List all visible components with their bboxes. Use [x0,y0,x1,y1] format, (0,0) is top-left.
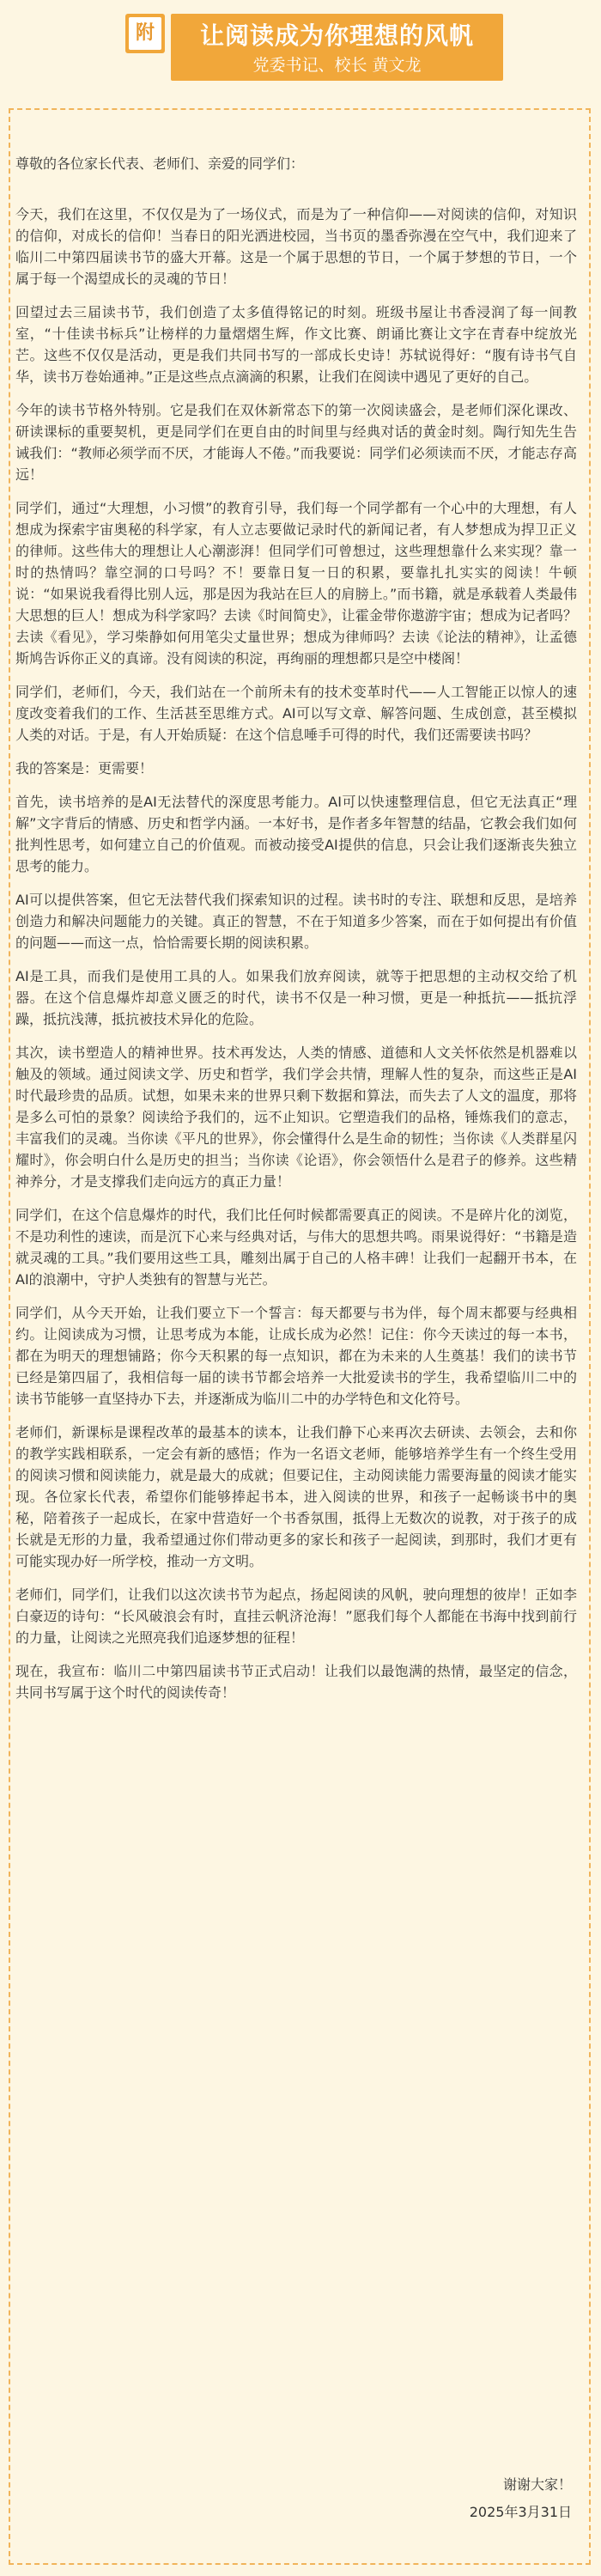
closing-date: 2025年3月31日 [469,2504,572,2520]
appendix-badge-inner [129,17,161,50]
speech-paragraph: 现在，我宣布：临川二中第四届读书节正式启动！让我们以最饱满的热情，最坚定的信念，共同书写属于这个时代的阅读传奇！ [15,1663,577,1701]
page-title: 让阅读成为你理想的风帆 [199,21,474,50]
speech-body [15,153,577,1715]
appendix-badge-label: 附 [135,22,155,44]
appendix-badge [125,14,165,53]
closing-thanks: 谢谢大家！ [502,2476,572,2493]
speech-paragraph: 今天，我们在这里，不仅仅是为了一场仪式，而是为了一种信仰——对阅读的信仰，对知识的信仰，对成长的信仰！当春日的阳光洒进校园，当书页的墨香弥漫在空气中，我们迎来了临川二中第四届读书节的盛大开幕。这是一个属于思想的节日，一个属于梦想的节日，一个属于每一个渴望成长的灵魂的节日！ [15,206,577,287]
speech-paragraph: 其次，读书塑造人的精神世界。技术再发达，人类的情感、道德和人文关怀依然是机器难以触及的领域。通过阅读文学、历史和哲学，我们学会共情，理解人性的复杂，而这些正是AI时代最珍贵的品质。试想，如果未来的世界只剩下数据和算法，而失去了人文的温度，那将是多么可怕的景象？阅读给予我们的，远不止知识。它塑造我们的品格，锤炼我们的意志，丰富我们的灵魂。当你读《平凡的世界》，你会懂得什么是生命的韧性；当你读《人类群星闪耀时》，你会明白什么是历史的担当；当你读《论语》，你会领悟什么是君子的修养。这些精神养分，才是支撑我们走向远方的真正力量！ [15,1044,577,1190]
speech-paragraph: 同学们，在这个信息爆炸的时代，我们比任何时候都需要真正的阅读。不是碎片化的浏览，不是功利性的速读，而是沉下心来与经典对话，与伟大的思想共鸣。雨果说得好：“书籍是造就灵魂的工具。”我们要用这些工具，雕刻出属于自己的人格丰碑！让我们一起翻开书本，在AI的浪潮中，守护人类独有的智慧与光芒。 [15,1207,577,1288]
speech-paragraph: 首先，读书培养的是AI无法替代的深度思考能力。AI可以快速整理信息，但它无法真正“理解”文字背后的情感、历史和哲学内涵。一本好书，是作者多年智慧的结晶，它教会我们如何批判性思考，如何建立自己的价值观。而被动接受AI提供的信息，只会让我们逐渐丧失独立思考的能力。 [15,794,577,874]
speech-paragraph: 老师们，同学们，让我们以这次读书节为起点，扬起阅读的风帆，驶向理想的彼岸！正如李白豪迈的诗句：“长风破浪会有时，直挂云帆济沧海！”愿我们每个人都能在书海中找到前行的力量，让阅读之光照亮我们追逐梦想的征程！ [15,1586,577,1646]
speech-paragraph: 我的答案是：更需要！ [15,760,154,776]
speech-paragraph: 同学们，通过“大理想，小习惯”的教育引导，我们每一个同学都有一个心中的大理想，有人想成为探索宇宙奥秘的科学家，有人立志要做记录时代的新闻记者，有人梦想成为捍卫正义的律师。这些伟大的理想让人心潮澎湃！但同学们可曾想过，这些理想靠什么来实现？靠一时的热情吗？靠空洞的口号吗？不！要靠日复一日的积累，要靠扎扎实实的阅读！牛顿说：“如果说我看得比别人远，那是因为我站在巨人的肩膀上。”而书籍，就是承载着人类最伟大思想的巨人！想成为科学家吗？去读《时间简史》，让霍金带你遨游宇宙；想成为记者吗？去读《看见》，学习柴静如何用笔尖丈量世界；想成为律师吗？去读《论法的精神》，让孟德斯鸠告诉你正义的真谛。没有阅读的积淀，再绚丽的理想都只是空中楼阁！ [15,500,577,667]
author-subtitle: 党委书记、校长 黄文龙 [252,56,422,75]
speech-paragraph: 今年的读书节格外特别。它是我们在双休新常态下的第一次阅读盛会，是老师们深化课改、研读课标的重要契机，更是同学们在更自由的时间里与经典对话的黄金时刻。陶行知先生告诫我们：“教师必须学而不厌，才能诲人不倦。”而我要说：同学们必须读而不厌，才能志存高远！ [15,402,577,483]
title-banner [171,14,503,81]
speech-paragraph: 老师们，新课标是课程改革的最基本的读本，让我们静下心来再次去研读、去领会，去和你的教学实践相联系，一定会有新的感悟；作为一名语文老师，能够培养学生有一个终生受用的阅读习惯和阅读能力，就是最大的成就；但要记住，主动阅读能力需要海量的阅读才能实现。各位家长代表，希望你们能够捧起书本，进入阅读的世界，和孩子一起畅谈书中的奥秘，陪着孩子一起成长，在家中营造好一个书香氛围，抵得上无数次的说教，对于孩子的成长就是无形的力量，我希望通过你们带动更多的家长和孩子一起阅读，到那时，我们才更有可能实现办好一所学校，推动一方文明。 [15,1424,577,1569]
speech-content-frame [9,108,591,2565]
speech-greeting: 尊敬的各位家长代表、老师们、亲爱的同学们： [15,155,305,172]
speech-paragraph: 同学们，老师们，今天，我们站在一个前所未有的技术变革时代——人工智能正以惊人的速度改变着我们的工作、生活甚至思维方式。AI可以写文章、解答问题、生成创意，甚至模拟人类的对话。于是，有人开始质疑：在这个信息唾手可得的时代，我们还需要读书吗？ [15,684,577,743]
speech-paragraph: AI是工具，而我们是使用工具的人。如果我们放弃阅读，就等于把思想的主动权交给了机器。在这个信息爆炸却意义匮乏的时代，读书不仅是一种习惯，更是一种抵抗——抵抗浮躁，抵抗浅薄，抵抗被技术异化的危险。 [15,968,577,1027]
speech-paragraph: 回望过去三届读书节，我们创造了太多值得铭记的时刻。班级书屋让书香浸润了每一间教室，“十佳读书标兵”让榜样的力量熠熠生辉，作文比赛、朗诵比赛让文字在青春中绽放光芒。这些不仅仅是活动，更是我们共同书写的一部成长史诗！苏轼说得好：“腹有诗书气自华，读书万卷始通神。”正是这些点点滴滴的积累，让我们在阅读中遇见了更好的自己。 [15,304,577,385]
speech-paragraph: AI可以提供答案，但它无法替代我们探索知识的过程。读书时的专注、联想和反思，是培养创造力和解决问题能力的关键。真正的智慧，不在于知道多少答案，而在于如何提出有价值的问题——而这一点，恰恰需要长期的阅读积累。 [15,892,577,951]
speech-paragraph: 同学们，从今天开始，让我们要立下一个誓言：每天都要与书为伴，每个周末都要与经典相约。让阅读成为习惯，让思考成为本能，让成长成为必然！记住：你今天读过的每一本书，都在为明天的理想铺路；你今天积累的每一点知识，都在为未来的人生奠基！我们的读书节已经是第四届了，我相信每一届的读书节都会培养一大批爱读书的学生，我希望临川二中的读书节能够一直坚持办下去，并逐渐成为临川二中的办学特色和文化符号。 [15,1305,577,1407]
header [0,0,601,96]
